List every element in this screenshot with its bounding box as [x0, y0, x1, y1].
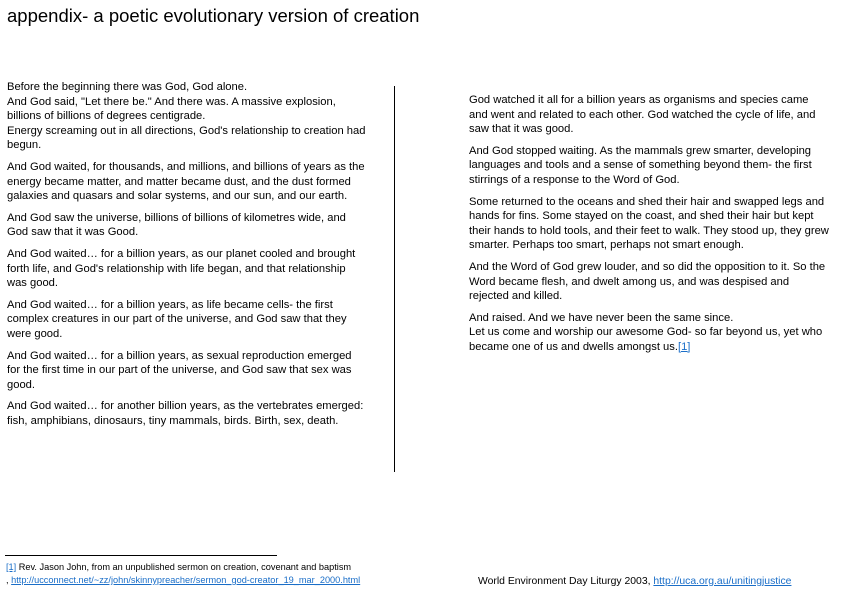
left-column — [7, 80, 367, 428]
right-paragraph: And God stopped waiting. As the mammals grew smarter, developing languages and tools and a sense of something beyond them- the first stirrings of a response to the Word of God. — [469, 144, 812, 186]
page-title: appendix- a poetic evolutionary version of creation — [7, 5, 420, 26]
left-paragraph: And God saw the universe, billions of billions of kilometres wide, and God saw that it was Good. — [7, 211, 346, 239]
left-paragraph: And God waited… for a billion years, as our planet cooled and brought forth life, and God's relationship with life began, and that relationship was good. — [7, 247, 356, 290]
left-paragraph: And God waited… for another billion years, as the vertebrates emerged: fish, amphibians, dinosaurs, tiny mammals, birds. Birth, sex, death. — [7, 400, 364, 427]
footnote-rule — [5, 555, 277, 556]
footer — [478, 576, 791, 587]
right-paragraph: Some returned to the oceans and shed their hair and swapped legs and hands for fins. Some stayed on the coast, and shed their hair but kept their hands to hold tools, and their feet to walk. They stood up, they grew smarter. Perhaps too smart, perhaps not smart enough. — [469, 195, 829, 252]
left-paragraph: Before the beginning there was God, God alone. And God said, "Let there be." And there was. A massive explosion, billions of billions of degrees centigrade. Energy screaming out in all directions, God's relationship to creation had begun. — [7, 81, 366, 152]
footnote-url-link[interactable]: http://ucconnect.net/~zz/john/skinnypreacher/sermon_god-creator_19_mar_2000.html — [11, 574, 361, 585]
column-divider — [394, 86, 395, 472]
left-paragraph: And God waited… for a billion years, as life became cells- the first complex creatures in our part of the universe, and God saw that they were good. — [7, 298, 347, 340]
footer-url-link[interactable]: http://uca.org.au/unitingjustice — [653, 576, 792, 587]
left-paragraph: And God waited… for a billion years, as sexual reproduction emerged for the first time in our part of the universe, and God saw that sex was good. — [7, 349, 352, 391]
footnote-prefix: , — [6, 574, 12, 585]
right-paragraph: And the Word of God grew louder, and so did the opposition to it. So the Word became flesh, and dwelt among us, and was despised and rejected and killed. — [469, 260, 826, 303]
right-paragraph: God watched it all for a billion years as organisms and species came and went and related to each other. God watched the cycle of life, and saw that it was good. — [469, 94, 816, 136]
footnote-number-link[interactable]: [1] — [6, 562, 17, 572]
right-last-paragraph — [469, 311, 829, 355]
left-paragraph: And God waited, for thousands, and millions, and billions of years as the energy became matter, and matter became dust, and the dust formed galaxies and quasars and solar systems, and our sun, and our earth. — [7, 160, 365, 203]
footnote-ref-link[interactable]: [1] — [677, 340, 691, 353]
footnote-text: Rev. Jason John, from an unpublished sermon on creation, covenant and baptism — [16, 562, 352, 572]
footer-text: World Environment Day Liturgy 2003, — [478, 576, 654, 587]
right-column — [469, 93, 829, 355]
right-last-text: And raised. And we have never been the same since. Let us come and worship our awesome God- so far beyond us, yet who became one of us and dwells amongst us. — [469, 311, 823, 353]
footnote — [6, 561, 398, 587]
